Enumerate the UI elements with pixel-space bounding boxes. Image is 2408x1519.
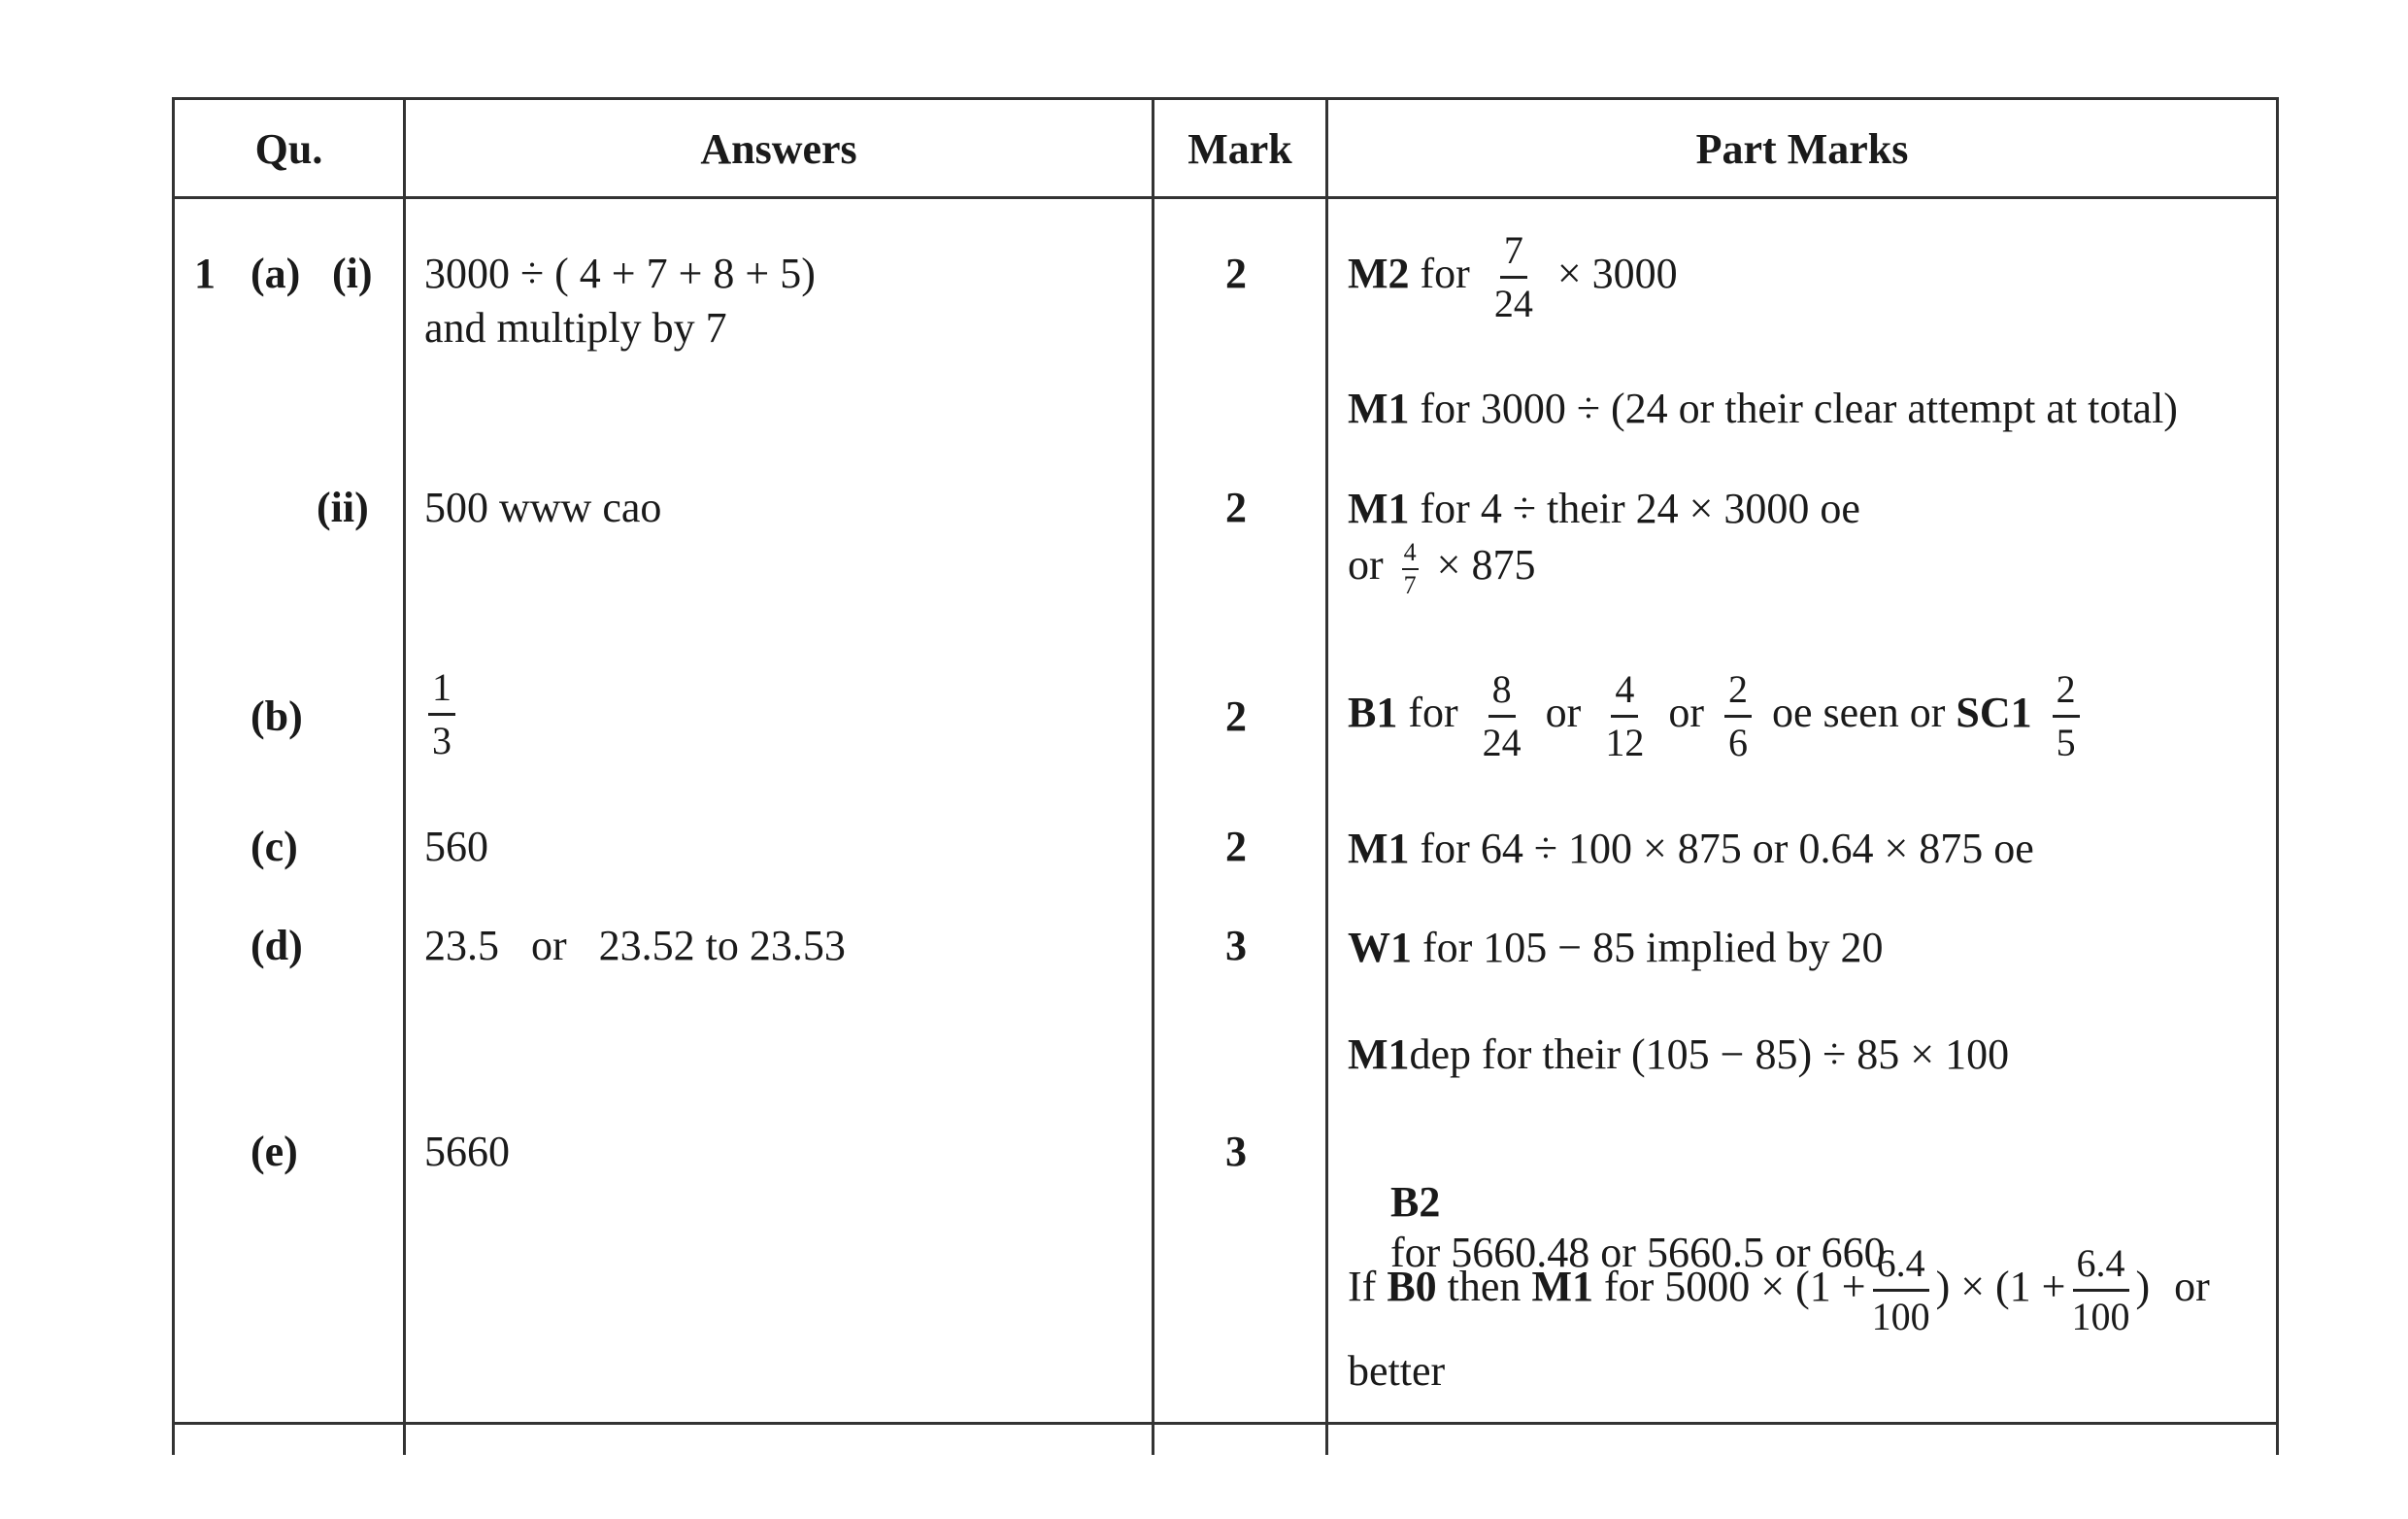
mark-e: 3 — [1225, 1128, 1247, 1175]
answer-c: 560 — [424, 823, 488, 870]
fraction-denominator: 3 — [432, 719, 452, 763]
fraction-numerator: 4 — [1402, 540, 1419, 570]
answer-a-ii: 500 www cao — [424, 484, 662, 531]
partmark-text: for 3000 ÷ (24 or their clear attempt at total) — [1420, 385, 2178, 432]
mark-a-ii: 2 — [1225, 484, 1247, 531]
partmark-text: then — [1447, 1263, 1522, 1310]
table-left-border — [172, 97, 175, 1455]
column-divider-answers — [1152, 97, 1154, 1455]
partmark-d-w1 — [1348, 923, 1884, 973]
mark-code: M1 — [1531, 1263, 1593, 1310]
mark-code: B0 — [1387, 1263, 1437, 1310]
header-qu: Qu. — [254, 125, 323, 173]
partmark-text: ) — [2135, 1263, 2151, 1310]
partmark-text: for 105 − 85 implied by 20 — [1422, 924, 1884, 971]
fraction-denominator: 6 — [1727, 721, 1748, 765]
table-top-border — [172, 97, 2279, 100]
partmark-text: or — [2174, 1263, 2210, 1310]
mark-c: 2 — [1225, 823, 1247, 870]
answer-e: 5660 — [424, 1128, 510, 1175]
partmark-text: for 64 ÷ 100 × 875 or 0.64 × 875 oe — [1420, 825, 2034, 872]
subpart-label-a-ii: (ii) — [317, 484, 369, 531]
fraction-numerator: 1 — [428, 668, 455, 716]
partmark-text: or — [1545, 689, 1582, 736]
fraction-denominator: 24 — [1482, 721, 1522, 765]
partmark-text: dep for their (105 − 85) ÷ 85 × 100 — [1409, 1030, 2010, 1078]
mark-code: M1 — [1348, 1030, 1410, 1078]
mark-code: M1 — [1348, 385, 1410, 432]
fraction-denominator: 100 — [2071, 1295, 2130, 1339]
partmark-text: for — [1408, 689, 1458, 736]
fraction-numerator: 2 — [1724, 670, 1752, 718]
partmark-text: or — [1668, 689, 1704, 736]
partmark-e-better: better — [1348, 1347, 1446, 1395]
partmark-e-alt — [1348, 1233, 2210, 1340]
answer-a-i-line2: and multiply by 7 — [424, 304, 727, 352]
fraction-numerator: 7 — [1500, 231, 1527, 279]
part-label-c: (c) — [251, 823, 298, 870]
mark-d: 3 — [1225, 922, 1247, 969]
partmark-b — [1348, 664, 2090, 765]
partmark-text: × 875 — [1436, 541, 1536, 590]
fraction — [1601, 667, 1648, 765]
mark-b: 2 — [1225, 692, 1247, 740]
part-label-d: (d) — [251, 922, 303, 969]
mark-code: M2 — [1348, 250, 1410, 297]
fraction-numerator: 8 — [1488, 670, 1516, 718]
partmark-a-ii-or — [1348, 540, 1535, 598]
fraction — [428, 665, 455, 763]
fraction-denominator: 5 — [2056, 721, 2076, 765]
mark-code: SC1 — [1956, 689, 2032, 736]
mark-code: M1 — [1348, 825, 1410, 872]
fraction — [1724, 667, 1752, 765]
answer-b — [424, 662, 465, 763]
fraction — [2053, 667, 2080, 765]
partmark-text: for 4 ÷ their 24 × 3000 oe — [1420, 485, 1860, 532]
fraction — [1402, 540, 1419, 598]
answer-d: 23.5 or 23.52 to 23.53 — [424, 922, 846, 969]
header-mark: Mark — [1187, 125, 1292, 173]
fraction-numerator: 6.4 — [2073, 1244, 2129, 1292]
column-divider-qu — [403, 97, 406, 1455]
header-answers: Answers — [700, 125, 857, 173]
partmark-a-i-m1 — [1348, 384, 2178, 434]
partmark-text: ) × (1 + — [1935, 1263, 2066, 1310]
partmark-text: × 3000 — [1556, 250, 1678, 297]
fraction-denominator: 24 — [1493, 282, 1533, 326]
partmark-text: If — [1348, 1263, 1377, 1310]
partmark-text: oe seen or — [1771, 689, 1946, 736]
partmark-a-i-m2 — [1348, 228, 1678, 326]
section-bottom-border — [172, 1422, 2279, 1425]
mark-code: M1 — [1348, 485, 1410, 532]
partmark-text: for 5000 × (1 + — [1603, 1263, 1866, 1310]
fraction — [1490, 228, 1537, 326]
fraction — [1479, 667, 1525, 765]
mark-code: W1 — [1348, 924, 1412, 971]
fraction — [1868, 1241, 1934, 1339]
part-label-b: (b) — [251, 692, 303, 740]
fraction-denominator: 12 — [1605, 721, 1645, 765]
part-label-e: (e) — [251, 1128, 298, 1175]
partmark-c — [1348, 824, 2034, 874]
fraction-denominator: 100 — [1871, 1295, 1930, 1339]
fraction-numerator: 6.4 — [1873, 1244, 1929, 1292]
partmark-a-ii-m1 — [1348, 484, 1860, 534]
column-divider-mark — [1325, 97, 1328, 1455]
partmark-text: for — [1420, 250, 1470, 297]
partmark-text: or — [1348, 541, 1384, 590]
header-bottom-border — [172, 196, 2279, 199]
mark-a-i: 2 — [1225, 250, 1247, 297]
fraction-numerator: 4 — [1611, 670, 1638, 718]
partmark-d-m1dep — [1348, 1030, 2009, 1080]
table-right-border — [2276, 97, 2279, 1455]
fraction — [2068, 1241, 2134, 1339]
header-part-marks: Part Marks — [1695, 125, 1909, 173]
subpart-label-a-i: (i) — [332, 250, 373, 297]
mark-code: B2 — [1390, 1178, 1441, 1226]
mark-code: B1 — [1348, 689, 1398, 736]
answer-a-i-line1: 3000 ÷ ( 4 + 7 + 8 + 5) — [424, 250, 816, 297]
fraction-numerator: 2 — [2053, 670, 2080, 718]
question-number: 1 — [194, 250, 216, 297]
partmark-text: for 5660.48 or 5660.5 or 660 — [1390, 1229, 1886, 1276]
fraction-denominator: 7 — [1403, 571, 1417, 599]
part-label-a: (a) — [251, 250, 301, 297]
